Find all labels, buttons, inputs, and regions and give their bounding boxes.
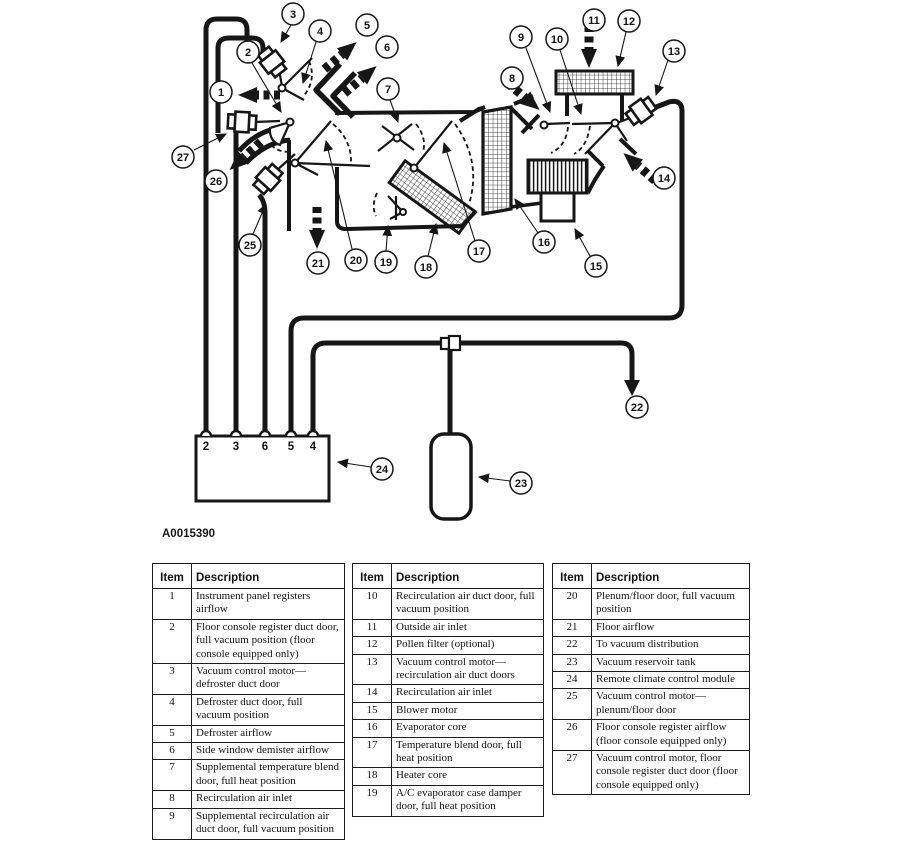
svg-text:27: 27	[176, 151, 190, 164]
item-description: Recirculation air duct door, full vacuum position	[392, 589, 544, 620]
svg-text:4: 4	[316, 25, 324, 38]
callout-3	[282, 3, 304, 25]
callout-1	[210, 81, 232, 103]
item-description: Vacuum reservoir tank	[592, 654, 750, 671]
item-description: Side window demister airflow	[192, 743, 345, 760]
item-number: 18	[353, 768, 392, 785]
legend-row-item-16	[353, 720, 544, 737]
callout-10	[546, 28, 568, 50]
to-vacuum-distribution-arrowhead	[624, 380, 640, 396]
item-description: Remote climate control module	[592, 672, 750, 689]
hose-port6-motor25	[259, 195, 265, 436]
svg-text:18: 18	[419, 261, 433, 274]
item-number: 24	[553, 672, 592, 689]
item-number: 12	[353, 637, 392, 654]
svg-text:26: 26	[209, 175, 223, 188]
evaporator-core	[483, 107, 511, 214]
legend-table-items-1-9	[152, 563, 345, 840]
legend-row-item-22	[553, 637, 750, 654]
callout-22	[626, 396, 648, 418]
svg-text:5: 5	[363, 19, 371, 32]
vacuum-motor-defroster	[256, 45, 289, 79]
legend-header-description: Description	[192, 564, 345, 589]
svg-text:3: 3	[289, 8, 297, 21]
callout-21	[307, 252, 329, 274]
svg-text:1: 1	[217, 86, 225, 99]
hose-connector	[441, 336, 460, 350]
svg-text:12: 12	[622, 15, 636, 28]
item-description: Heater core	[392, 768, 544, 785]
floor-airflow-arrow	[309, 207, 325, 249]
item-description: Defroster duct door, full vacuum position	[192, 694, 345, 725]
defroster-airflow-arrow	[319, 36, 361, 75]
svg-text:23: 23	[514, 477, 528, 490]
callout-27	[172, 146, 194, 168]
legend-row-item-7	[153, 760, 345, 791]
item-number: 13	[353, 654, 392, 685]
item-description: Supplemental temperature blend door, full heat position	[192, 760, 345, 791]
svg-text:15: 15	[589, 260, 603, 273]
legend-table-items-10-19	[352, 563, 544, 817]
legend-header-description: Description	[592, 564, 750, 589]
svg-text:7: 7	[384, 83, 392, 96]
svg-text:20: 20	[349, 254, 363, 267]
blower-motor-housing	[541, 193, 574, 221]
legend-row-item-4	[153, 694, 345, 725]
item-description: Vacuum control motor—defroster duct door	[192, 664, 345, 695]
svg-text:21: 21	[311, 257, 325, 270]
legend-header-description: Description	[392, 564, 544, 589]
svg-text:14: 14	[657, 172, 671, 185]
legend-header-item: Item	[153, 564, 192, 589]
svg-text:10: 10	[550, 33, 564, 46]
item-number: 11	[353, 619, 392, 636]
item-number: 5	[153, 725, 192, 742]
callout-25	[239, 234, 261, 256]
svg-text:8: 8	[508, 72, 516, 85]
svg-text:22: 22	[630, 401, 644, 414]
svg-text:19: 19	[379, 256, 393, 269]
svg-text:16: 16	[537, 236, 551, 249]
legend-row-item-2	[153, 619, 345, 663]
callout-23	[510, 472, 532, 494]
item-description: Outside air inlet	[392, 619, 544, 636]
legend-row-item-25	[553, 689, 750, 720]
blower-motor-coil	[528, 160, 587, 193]
heater-core	[389, 161, 474, 233]
item-description: Plenum/floor door, full vacuum position	[592, 589, 750, 620]
item-description: Instrument panel registers airflow	[192, 589, 345, 620]
item-number: 6	[153, 743, 192, 760]
vacuum-motor-recirculation	[624, 95, 658, 128]
item-number: 8	[153, 791, 192, 808]
legend-row-item-26	[553, 720, 750, 751]
item-description: Vacuum control motor, floor console register duct door (floor console equipped only)	[592, 751, 750, 795]
callout-13	[663, 40, 685, 62]
vacuum-reservoir-tank	[431, 434, 471, 519]
callout-7	[377, 78, 399, 100]
callout-2	[237, 41, 259, 63]
legend-row-item-5	[153, 725, 345, 742]
item-number: 22	[553, 637, 592, 654]
callout-8	[501, 67, 523, 89]
callout-12	[618, 10, 640, 32]
item-number: 15	[353, 702, 392, 719]
item-description: Evaporator core	[392, 720, 544, 737]
hose-port2-defrost-motor	[206, 19, 247, 436]
item-description: A/C evaporator case damper door, full heat position	[392, 785, 544, 816]
hose-port4-distribution	[313, 343, 632, 436]
legend-row-item-24	[553, 672, 750, 689]
item-description: Vacuum control motor—recirculation air duct doors	[392, 654, 544, 685]
callout-20	[345, 249, 367, 271]
legend-table-items-20-27	[552, 563, 750, 795]
legend-row-item-21	[553, 619, 750, 636]
legend-row-item-17	[353, 737, 544, 768]
callout-26	[205, 170, 227, 192]
callout-24	[371, 458, 393, 480]
item-description: Floor airflow	[592, 619, 750, 636]
callout-16	[533, 231, 555, 253]
svg-text:11: 11	[588, 14, 600, 27]
legend-row-item-23	[553, 654, 750, 671]
callout-14	[653, 167, 675, 189]
callout-5	[356, 14, 378, 36]
legend-row-item-6	[153, 743, 345, 760]
item-description: Floor console register duct door, full vacuum position (floor console equipped only)	[192, 619, 345, 663]
svg-text:24: 24	[375, 463, 389, 476]
legend-row-item-19	[353, 785, 544, 816]
callout-4	[309, 20, 331, 42]
hose-port3-motor27	[228, 123, 236, 436]
module-port-label-4: 4	[309, 441, 317, 453]
callout-18	[415, 256, 437, 278]
svg-text:2: 2	[244, 46, 252, 59]
item-number: 14	[353, 685, 392, 702]
callout-9	[510, 26, 532, 48]
module-port-label-5: 5	[287, 441, 295, 453]
legend-row-item-15	[353, 702, 544, 719]
item-description: Blower motor	[392, 702, 544, 719]
callout-19	[375, 251, 397, 273]
item-number: 25	[553, 689, 592, 720]
legend-row-item-18	[353, 768, 544, 785]
legend-row-item-11	[353, 619, 544, 636]
item-number: 7	[153, 760, 192, 791]
item-description: Defroster airflow	[192, 725, 345, 742]
item-description: Supplemental recirculation air duct door, full vacuum position	[192, 808, 345, 839]
item-description: Recirculation air inlet	[192, 791, 345, 808]
callout-17	[468, 240, 490, 262]
item-description: Recirculation air inlet	[392, 685, 544, 702]
module-port-label-2: 2	[202, 441, 210, 453]
item-description: To vacuum distribution	[592, 637, 750, 654]
item-description: Temperature blend door, full heat position	[392, 737, 544, 768]
callout-15	[585, 255, 607, 277]
module-port-label-6: 6	[261, 441, 269, 453]
svg-text:9: 9	[517, 31, 525, 44]
callout-11	[583, 9, 605, 31]
svg-text:25: 25	[243, 239, 257, 252]
item-description: Vacuum control motor—plenum/floor door	[592, 689, 750, 720]
legend-row-item-1	[153, 589, 345, 620]
callout-6	[376, 36, 398, 58]
item-number: 17	[353, 737, 392, 768]
module-port-label-3: 3	[232, 441, 240, 453]
item-number: 19	[353, 785, 392, 816]
item-number: 2	[153, 619, 192, 663]
legend-row-item-13	[353, 654, 544, 685]
item-number: 9	[153, 808, 192, 839]
item-number: 3	[153, 664, 192, 695]
legend-row-item-3	[153, 664, 345, 695]
legend-row-item-12	[353, 637, 544, 654]
item-number: 21	[553, 619, 592, 636]
item-number: 26	[553, 720, 592, 751]
legend-row-item-10	[353, 589, 544, 620]
item-number: 4	[153, 694, 192, 725]
legend-row-item-9	[153, 808, 345, 839]
figure-code: A0015390	[162, 528, 216, 540]
legend-row-item-27	[553, 751, 750, 795]
outside-air-inlet-arrow	[581, 26, 597, 68]
svg-text:13: 13	[667, 45, 681, 58]
item-description: Floor console register airflow (floor console equipped only)	[592, 720, 750, 751]
vacuum-motor-console-register	[227, 111, 256, 132]
svg-text:17: 17	[472, 245, 486, 258]
item-number: 1	[153, 589, 192, 620]
item-number: 27	[553, 751, 592, 795]
legend-header-item: Item	[353, 564, 392, 589]
item-number: 23	[553, 654, 592, 671]
item-number: 20	[553, 589, 592, 620]
legend-row-item-14	[353, 685, 544, 702]
legend-row-item-20	[553, 589, 750, 620]
legend-row-item-8	[153, 791, 345, 808]
legend-header-item: Item	[553, 564, 592, 589]
svg-text:6: 6	[383, 41, 391, 54]
item-number: 10	[353, 589, 392, 620]
item-number: 16	[353, 720, 392, 737]
item-description: Pollen filter (optional)	[392, 637, 544, 654]
